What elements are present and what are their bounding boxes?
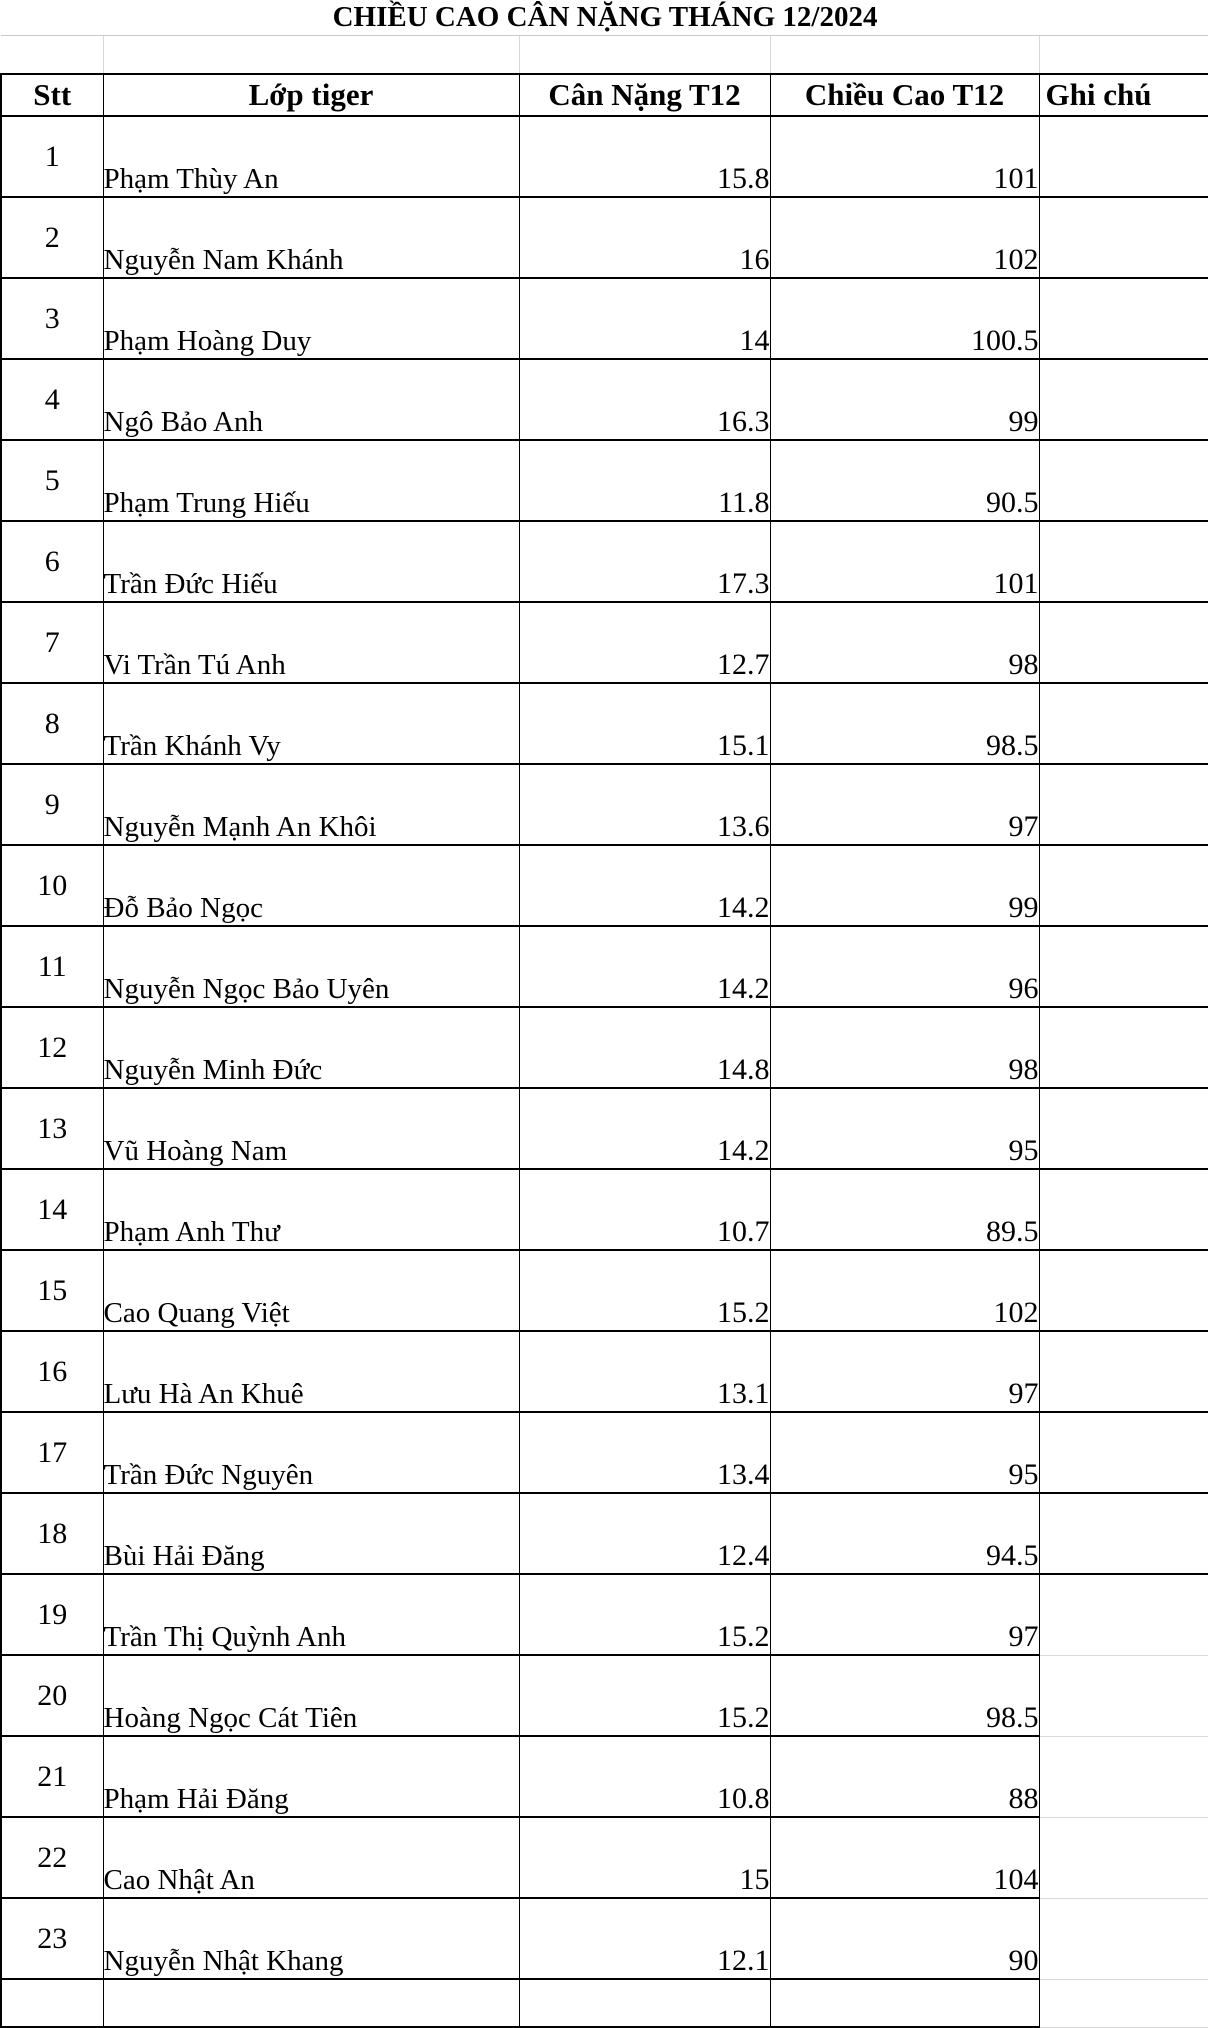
student-name: Phạm Trung Hiếu [103,440,519,521]
row-number: 13 [1,1088,103,1169]
note-cell [1039,1331,1208,1412]
spacer-cell [103,36,519,75]
note-cell [1039,1493,1208,1574]
row-number: 8 [1,683,103,764]
student-name: Hoàng Ngọc Cát Tiên [103,1655,519,1736]
table-row [1,1493,1208,1574]
row-number: 16 [1,1331,103,1412]
note-cell [1039,926,1208,1007]
table-row [1,1331,1208,1412]
weight-value: 16 [519,197,770,278]
note-cell [1039,1817,1208,1898]
note-cell [1039,1412,1208,1493]
height-value: 101 [770,116,1039,197]
table-row [1,1736,1208,1817]
height-value: 88 [770,1736,1039,1817]
height-value: 99 [770,845,1039,926]
note-cell [1039,278,1208,359]
student-name: Cao Quang Việt [103,1250,519,1331]
weight-value: 11.8 [519,440,770,521]
table-row [1,359,1208,440]
student-name: Trần Khánh Vy [103,683,519,764]
weight-value: 12.1 [519,1898,770,1979]
column-header-weight: Cân Nặng T12 [519,74,770,116]
note-cell [1039,683,1208,764]
note-cell [1039,845,1208,926]
note-cell [1039,1655,1208,1736]
weight-value: 17.3 [519,521,770,602]
page-title: CHIỀU CAO CÂN NẶNG THÁNG 12/2024 [1,0,1208,36]
note-cell [1039,1898,1208,1979]
student-name: Nguyễn Minh Đức [103,1007,519,1088]
student-name: Đỗ Bảo Ngọc [103,845,519,926]
weight-value: 14.2 [519,845,770,926]
student-name: Trần Đức Hiếu [103,521,519,602]
empty-cell [770,1979,1039,2027]
student-name: Bùi Hải Đăng [103,1493,519,1574]
student-name: Phạm Thùy An [103,116,519,197]
weight-value: 16.3 [519,359,770,440]
student-name: Ngô Bảo Anh [103,359,519,440]
spacer-cell [1039,36,1208,75]
weight-value: 15.8 [519,116,770,197]
title-row [1,0,1208,36]
height-value: 102 [770,197,1039,278]
height-value: 95 [770,1088,1039,1169]
weight-value: 14.8 [519,1007,770,1088]
empty-cell [519,1979,770,2027]
row-number: 7 [1,602,103,683]
row-number: 1 [1,116,103,197]
height-value: 98 [770,602,1039,683]
student-name: Lưu Hà An Khuê [103,1331,519,1412]
row-number: 21 [1,1736,103,1817]
note-cell [1039,521,1208,602]
weight-value: 13.4 [519,1412,770,1493]
note-cell [1039,1007,1208,1088]
height-value: 99 [770,359,1039,440]
table-row [1,1250,1208,1331]
note-cell [1039,1736,1208,1817]
weight-value: 12.4 [519,1493,770,1574]
height-value: 90 [770,1898,1039,1979]
table-row [1,683,1208,764]
student-name: Trần Đức Nguyên [103,1412,519,1493]
height-value: 94.5 [770,1493,1039,1574]
row-number: 14 [1,1169,103,1250]
note-cell [1039,764,1208,845]
height-value: 95 [770,1412,1039,1493]
empty-row [1,1979,1208,2027]
empty-cell [1039,1979,1208,2027]
student-name: Cao Nhật An [103,1817,519,1898]
student-name: Trần Thị Quỳnh Anh [103,1574,519,1655]
table-row [1,521,1208,602]
weight-value: 10.8 [519,1736,770,1817]
table-row [1,926,1208,1007]
row-number: 5 [1,440,103,521]
header-row [1,74,1208,116]
table-row [1,602,1208,683]
row-number: 20 [1,1655,103,1736]
row-number: 15 [1,1250,103,1331]
height-value: 102 [770,1250,1039,1331]
student-name: Nguyễn Ngọc Bảo Uyên [103,926,519,1007]
column-header-stt: Stt [1,74,103,116]
table-row [1,1574,1208,1655]
student-name: Nguyễn Nam Khánh [103,197,519,278]
note-cell [1039,1169,1208,1250]
row-number: 23 [1,1898,103,1979]
spacer-cell [519,36,770,75]
weight-value: 15.1 [519,683,770,764]
table-row [1,440,1208,521]
student-name: Phạm Hoàng Duy [103,278,519,359]
weight-value: 14 [519,278,770,359]
height-value: 97 [770,764,1039,845]
student-name: Phạm Anh Thư [103,1169,519,1250]
table-row [1,1817,1208,1898]
note-cell [1039,1250,1208,1331]
weight-value: 15.2 [519,1250,770,1331]
empty-cell [1,1979,103,2027]
height-value: 97 [770,1574,1039,1655]
table-row [1,1655,1208,1736]
note-cell [1039,1574,1208,1655]
row-number: 12 [1,1007,103,1088]
height-value: 97 [770,1331,1039,1412]
table-row [1,845,1208,926]
row-number: 2 [1,197,103,278]
table-row [1,1169,1208,1250]
spacer-row [1,36,1208,75]
weight-value: 15.2 [519,1574,770,1655]
row-number: 4 [1,359,103,440]
table-row [1,764,1208,845]
student-name: Vi Trần Tú Anh [103,602,519,683]
student-name: Nguyễn Nhật Khang [103,1898,519,1979]
height-value: 89.5 [770,1169,1039,1250]
empty-cell [103,1979,519,2027]
table-row [1,1412,1208,1493]
height-value: 100.5 [770,278,1039,359]
row-number: 10 [1,845,103,926]
row-number: 18 [1,1493,103,1574]
weight-value: 13.6 [519,764,770,845]
weight-value: 15.2 [519,1655,770,1736]
student-name: Phạm Hải Đăng [103,1736,519,1817]
table-row [1,1088,1208,1169]
table-row [1,1898,1208,1979]
column-header-class: Lớp tiger [103,74,519,116]
note-cell [1039,359,1208,440]
weight-value: 12.7 [519,602,770,683]
column-header-note: Ghi chú [1039,74,1208,116]
student-name: Nguyễn Mạnh An Khôi [103,764,519,845]
note-cell [1039,116,1208,197]
weight-value: 14.2 [519,926,770,1007]
weight-value: 10.7 [519,1169,770,1250]
height-value: 98.5 [770,683,1039,764]
table-row [1,197,1208,278]
weight-value: 14.2 [519,1088,770,1169]
height-value: 90.5 [770,440,1039,521]
spacer-cell [770,36,1039,75]
row-number: 17 [1,1412,103,1493]
weight-value: 15 [519,1817,770,1898]
height-value: 101 [770,521,1039,602]
height-value: 96 [770,926,1039,1007]
height-value: 98 [770,1007,1039,1088]
note-cell [1039,1088,1208,1169]
weight-value: 13.1 [519,1331,770,1412]
row-number: 9 [1,764,103,845]
table-body [1,116,1208,2027]
note-cell [1039,602,1208,683]
spacer-cell [1,36,103,75]
table-row [1,1007,1208,1088]
row-number: 11 [1,926,103,1007]
row-number: 6 [1,521,103,602]
student-name: Vũ Hoàng Nam [103,1088,519,1169]
column-header-height: Chiều Cao T12 [770,74,1039,116]
row-number: 3 [1,278,103,359]
note-cell [1039,197,1208,278]
table-row [1,116,1208,197]
note-cell [1039,440,1208,521]
row-number: 19 [1,1574,103,1655]
height-value: 98.5 [770,1655,1039,1736]
row-number: 22 [1,1817,103,1898]
height-value: 104 [770,1817,1039,1898]
table-row [1,278,1208,359]
